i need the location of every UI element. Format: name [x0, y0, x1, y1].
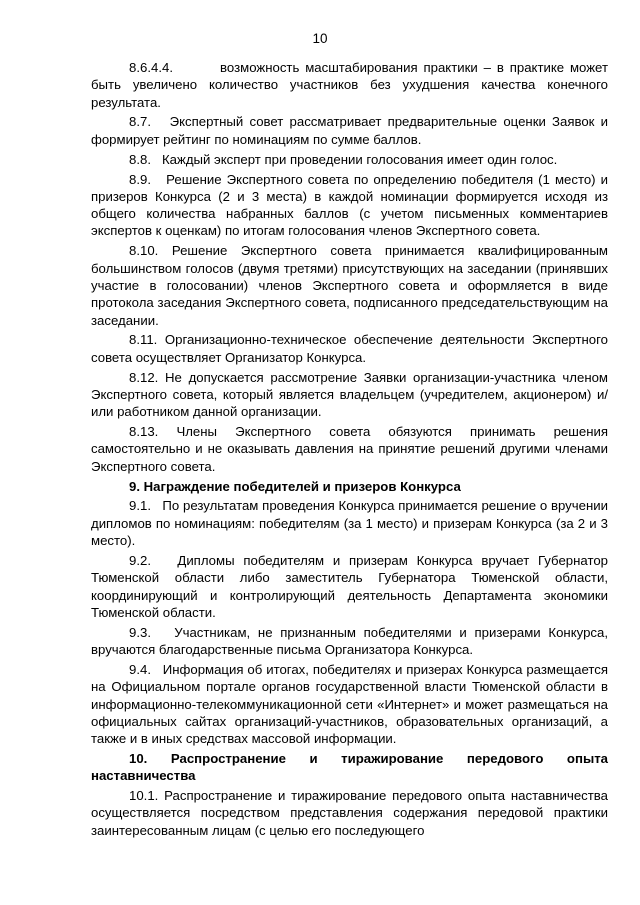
section-heading-10: 10. Распространение и тиражирование передового опыта — [129, 751, 608, 766]
paragraph-9-3: 9.3. Участникам, не признанным победителями и призерами Конкурса, вручаются благодарственные письма Организатора Конкурса. — [91, 624, 612, 658]
section-heading-10-continuation: наставничества — [91, 768, 196, 784]
paragraph-9-1: 9.1. По результатам проведения Конкурса принимается решение о вручении дипломов по номинациям: победителям (за 1 место) и призерам Конкурса (за 2 и 3 место). — [91, 498, 612, 549]
paragraph-8-12: 8.12. Не допускается рассмотрение Заявки организации-участника членом Экспертного совета, который является владельцем (учредителем, акционером) и/или работником данной организации. — [91, 369, 608, 420]
document-body — [91, 59, 612, 842]
section-heading-9: 9. Награждение победителей и призеров Конкурса — [129, 478, 461, 494]
paragraph-8-9: 8.9. Решение Экспертного совета по определению победителя (1 место) и призеров Конкурса (2 и 3 места) в каждой номинации формируется исходя из общего количества набранных баллов (с учетом письменных комментариев экспертов к оценкам) по итогам голосования членов Экспертного совета. — [91, 171, 612, 239]
page-number: 10 — [312, 31, 328, 46]
paragraph-10-1: 10.1. Распространение и тиражирование передового опыта наставничества осуществляется посредством представления содержания передовой практики заинтересованным лицам (с целью его последующего — [91, 788, 608, 838]
paragraph-8-6-4-4: 8.6.4.4. возможность масштабирования практики – в практике может быть увеличено количество участников без ухудшения качества конечного результата. — [91, 60, 612, 110]
paragraph-9-2: 9.2. Дипломы победителям и призерам Конкурса вручает Губернатор Тюменской области либо заместитель Губернатора Тюменской области, координирующий и контролирующий деятельность Департамента экономики Тюменской области. — [91, 552, 612, 620]
paragraph-8-10: 8.10. Решение Экспертного совета принимается квалифицированным большинством голосов (двумя третями) присутствующих на заседании (принявших участие в голосовании) членов Экспертного совета и оформляется в виде протокола заседания Экспертного совета, подписанного председательствующим на заседании. — [91, 243, 608, 328]
paragraph-8-7: 8.7. Экспертный совет рассматривает предварительные оценки Заявок и формирует рейтинг по номинациям по сумме баллов. — [91, 114, 612, 147]
paragraph-8-11: 8.11. Организационно-техническое обеспечение деятельности Экспертного совета осуществляет Организатор Конкурса. — [91, 332, 608, 365]
paragraph-8-13: 8.13. Члены Экспертного совета обязуются принимать решения самостоятельно и не оказывать давления на принятие решений другими членами Экспертного совета. — [91, 424, 608, 474]
paragraph-8-8: 8.8. Каждый эксперт при проведении голосования имеет один голос. — [129, 151, 558, 167]
paragraph-9-4: 9.4. Информация об итогах, победителях и призерах Конкурса размещается на Официальном портале органов государственной власти Тюменской области в информационно-телекоммуникационной сети «Интернет» и может размещаться на официальных сайтах организаций-участников, образовательных организаций, а также и в иных средствах массовой информации. — [91, 661, 612, 747]
